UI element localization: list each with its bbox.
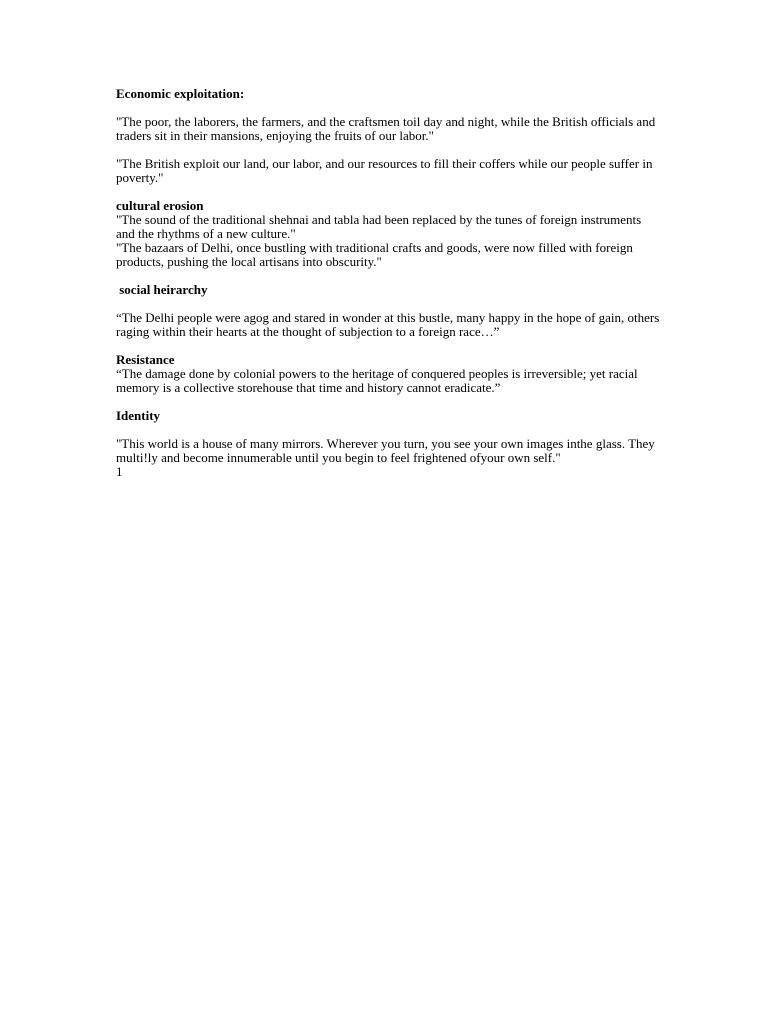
quote-paragraph: "The poor, the laborers, the farmers, and the craftsmen toil day and night, while the British officials and traders sit in their mansions, enjoying the fruits of our labor."	[116, 114, 656, 143]
spacer	[116, 339, 661, 353]
spacer	[116, 101, 661, 115]
spacer	[116, 395, 661, 409]
section-heading-cultural-erosion: cultural erosion	[116, 198, 204, 213]
quote-paragraph: “The damage done by colonial powers to the heritage of conquered peoples is irreversible; yet racial memory is a collective storehouse that time and history cannot eradicate.”	[116, 366, 638, 395]
quote-paragraph: "The sound of the traditional shehnai and tabla had been replaced by the tunes of foreign instruments and the rhythms of a new culture."	[116, 212, 642, 241]
document-body	[116, 87, 661, 479]
section-heading-resistance: Resistance	[116, 352, 175, 367]
section-heading-identity: Identity	[116, 408, 161, 423]
quote-paragraph: “The Delhi people were agog and stared in wonder at this bustle, many happy in the hope of gain, others raging within their hearts at the thought of subjection to a foreign race…”	[116, 310, 660, 339]
spacer	[116, 423, 661, 437]
spacer	[116, 269, 661, 283]
quote-paragraph: "The British exploit our land, our labor, and our resources to fill their coffers while our people suffer in poverty."	[116, 156, 653, 185]
section-heading-social-heirarchy: social heirarchy	[116, 282, 208, 297]
quote-paragraph: "This world is a house of many mirrors. Wherever you turn, you see your own images inthe glass. They multi!ly and become innumerable until you begin to feel frightened ofyour own self."	[116, 436, 655, 465]
quote-paragraph: "The bazaars of Delhi, once bustling with traditional crafts and goods, were now filled with foreign products, pushing the local artisans into obscurity."	[116, 240, 633, 269]
page-number: 1	[116, 464, 123, 479]
spacer	[116, 143, 661, 157]
spacer	[116, 297, 661, 311]
spacer	[116, 185, 661, 199]
section-heading-economic-exploitation: Economic exploitation:	[116, 86, 245, 101]
